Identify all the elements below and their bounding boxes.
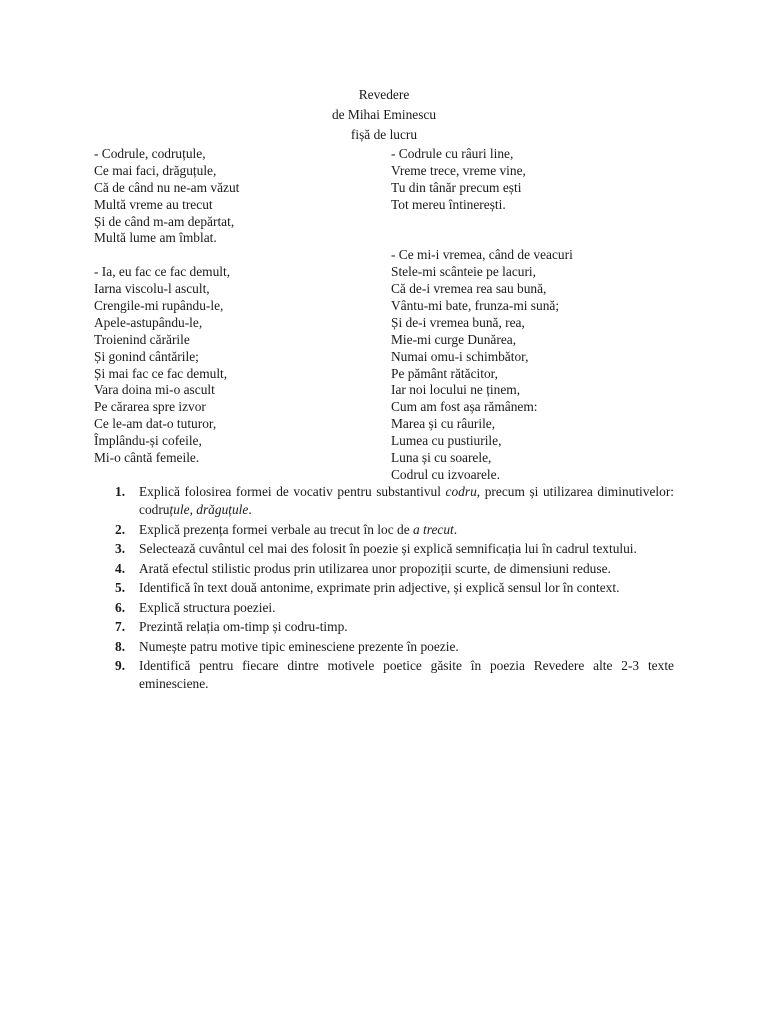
question-text: Identifică pentru fiecare dintre motivele poetice găsite în poezia Revedere alte 2-3 texte eminesciene. [139, 658, 674, 691]
question-list [106, 483, 674, 695]
question-number: 2. [115, 521, 126, 537]
verse-line: Și mai fac ce fac demult, [94, 365, 228, 381]
verse-line: - Ce mi-i vremea, când de veacuri [391, 247, 573, 263]
question-text: Arată efectul stilistic produs prin utilizarea unor propoziții scurte, de dimensiuni reduse. [139, 560, 611, 576]
verse-line: Crengile-mi rupându-le, [94, 298, 224, 314]
worksheet-subtitle: fișă de lucru [350, 127, 418, 142]
question-item [106, 579, 674, 597]
question-text: Explică structura poeziei. [139, 599, 276, 615]
question-text: Identifică în text două antonime, exprimate prin adjective, și explică sensul lor în context. [139, 580, 620, 595]
question-item [106, 599, 674, 617]
question-number: 7. [115, 619, 126, 634]
verse-line: Cum am fost așa rămânem: [391, 399, 538, 415]
verse-line: Vântu-mi bate, frunza-mi sună; [391, 298, 560, 314]
verse-line: Vreme trece, vreme vine, [391, 162, 526, 178]
verse-line: Că de când nu ne-am văzut [94, 179, 240, 195]
verse-line: Pe pământ rătăcitor, [391, 365, 498, 381]
verse-line: Tot mereu întinerești. [391, 196, 506, 212]
question-item: 1. Explică folosirea formei de vocativ pentru substantivul codru, precum și utilizarea diminutivelor: codruțule, drăguțule. [115, 484, 675, 517]
question-number: 9. [115, 658, 126, 673]
stanza-break [391, 214, 573, 231]
verse-line: Multă lume am îmblat. [94, 230, 217, 246]
verse-line: Împlându-și cofeile, [94, 433, 202, 449]
verse-line: Că de-i vremea rea sau bună, [391, 281, 547, 297]
verse-line: Stele-mi scânteie pe lacuri, [391, 264, 537, 280]
question-text: Numește patru motive tipic eminesciene prezente în poezie. [139, 638, 459, 654]
question-item [106, 618, 674, 636]
question-item [106, 560, 674, 578]
verse-line: Lumea cu pustiurile, [391, 433, 502, 449]
verse-line: Iarna viscolu-l ascult, [94, 281, 210, 297]
verse-line: Și gonind cântările; [94, 348, 199, 364]
verse-line: Iar noi locului ne ținem, [391, 382, 521, 398]
verse-line: - Codrule, codruțule, [94, 146, 206, 161]
question-number: 8. [115, 638, 126, 654]
verse-line: Codrul cu izvoarele. [391, 466, 500, 482]
question-item [106, 657, 674, 693]
verse-line: Ce le-am dat-o tuturor, [94, 416, 217, 432]
verse-line: Luna și cu soarele, [391, 450, 492, 466]
question-number: 5. [115, 580, 126, 595]
poem-author: de Mihai Eminescu [331, 107, 437, 122]
verse-line: Și de când m-am depărtat, [94, 213, 235, 229]
question-item [106, 638, 674, 656]
verse-line: Pe cărarea spre izvor [94, 399, 206, 415]
verse-line: - Codrule cu râuri line, [391, 146, 514, 161]
poem-left-column [94, 146, 239, 467]
stanza-break [94, 247, 239, 264]
question-text: Prezintă relația om-timp și codru-timp. [139, 619, 348, 634]
verse-line: Numai omu-i schimbător, [391, 348, 529, 364]
question-text: Selectează cuvântul cel mai des folosit în poezie și explică semnificația lui în cadrul textului. [139, 541, 637, 556]
question-item: 2. Explică prezența formei verbale au trecut în loc de a trecut. [115, 521, 458, 537]
verse-line: Marea și cu râurile, [391, 416, 496, 432]
verse-line: Ce mai faci, drăguțule, [94, 162, 217, 178]
verse-line: Mi-o cântă femeile. [94, 450, 200, 466]
verse-line: - Ia, eu fac ce fac demult, [94, 264, 231, 280]
question-number: 1. [115, 484, 126, 499]
verse-line: Mie-mi curge Dunărea, [391, 331, 517, 347]
poem-title: Revedere [358, 87, 410, 102]
stanza-break [391, 230, 573, 247]
verse-line: Troienind cărările [94, 331, 190, 347]
question-item [106, 540, 674, 558]
question-number: 6. [115, 599, 126, 615]
verse-line: Tu din tânăr precum ești [391, 179, 522, 195]
verse-line: Multă vreme au trecut [94, 196, 213, 212]
verse-line: Apele-astupându-le, [94, 314, 203, 330]
verse-line: Vara doina mi-o ascult [94, 382, 215, 398]
question-number: 4. [115, 560, 126, 576]
verse-line: Și de-i vremea bună, rea, [391, 314, 525, 330]
question-number: 3. [115, 541, 126, 556]
poem-right-column [391, 146, 573, 484]
